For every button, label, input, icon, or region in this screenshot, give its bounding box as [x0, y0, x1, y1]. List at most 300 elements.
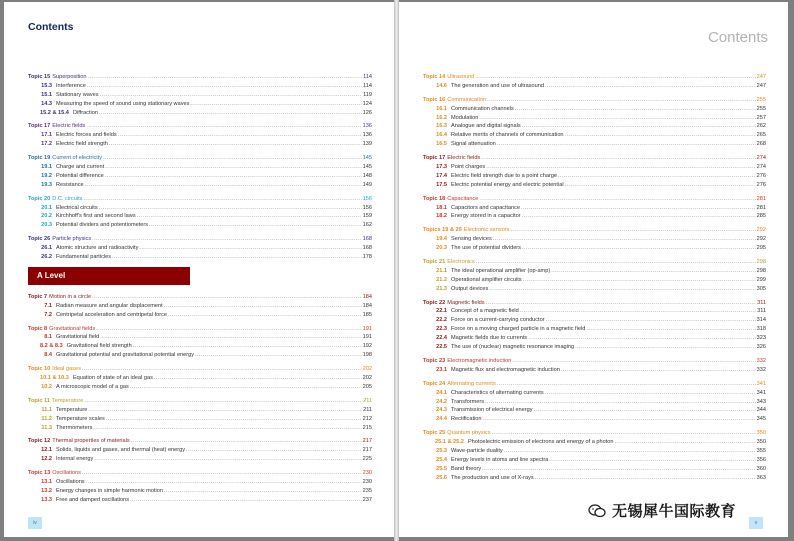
- toc-entry-row[interactable]: [28, 163, 372, 172]
- entry-title: Relative merits of channels of communication: [451, 132, 564, 139]
- toc-entry-row[interactable]: [423, 334, 766, 343]
- toc-entry-row[interactable]: [423, 122, 766, 131]
- entry-page: 332: [756, 366, 766, 373]
- toc-topic-row[interactable]: [423, 429, 766, 438]
- toc-section-a-level: [28, 293, 372, 505]
- entry-page: 355: [756, 447, 766, 454]
- entry-page: 311: [757, 308, 766, 315]
- entry-number: 11.1: [41, 406, 52, 413]
- toc-topic-group: [28, 235, 372, 262]
- toc-entry-row[interactable]: [28, 351, 372, 360]
- entry-page: 268: [756, 141, 766, 148]
- entry-number: 25.6: [436, 474, 447, 481]
- toc-topic-row[interactable]: [28, 73, 372, 82]
- topic-number: Topic 26: [28, 236, 51, 243]
- entry-number: 17.5: [436, 181, 447, 188]
- entry-title: Electric field strength: [56, 141, 108, 148]
- toc-topic-row[interactable]: [28, 365, 372, 374]
- entry-number: 11.3: [41, 424, 52, 431]
- topic-page: 191: [362, 325, 372, 332]
- entry-title: Electrical circuits: [56, 204, 98, 211]
- entry-title: Measuring the speed of sound using stationary waves: [56, 100, 190, 107]
- entry-number: 22.5: [436, 344, 447, 351]
- leader-dots: [482, 415, 755, 424]
- entry-number: 14.6: [436, 82, 447, 89]
- entry-number: 25.1 & 25.2: [435, 439, 464, 446]
- entry-number: 22.3: [436, 326, 447, 333]
- entry-number: 16.2: [436, 114, 447, 121]
- toc-entry-row[interactable]: [423, 325, 766, 334]
- leader-dots: [84, 397, 362, 406]
- leader-dots: [558, 172, 756, 181]
- topic-page: 281: [756, 195, 766, 202]
- entry-title: Gravitational field: [56, 334, 100, 341]
- leader-dots: [479, 195, 755, 204]
- entry-page: 148: [362, 172, 372, 179]
- entry-number: 24.3: [436, 407, 447, 414]
- entry-title: Magnetic fields due to currents: [451, 335, 528, 342]
- entry-title: Magnetic flux and electromagnetic induction: [451, 366, 560, 373]
- toc-entry-row[interactable]: [423, 366, 766, 375]
- entry-page: 230: [362, 478, 372, 485]
- toc-entry-row[interactable]: [423, 474, 766, 483]
- toc-topic-row[interactable]: [28, 397, 372, 406]
- topic-number: Topic 22: [423, 299, 446, 306]
- leader-dots: [546, 316, 756, 325]
- entry-title: Stationary waves: [56, 91, 99, 98]
- toc-topic-row[interactable]: [423, 258, 766, 267]
- toc-topic-group: [423, 380, 766, 424]
- toc-entry-row[interactable]: [423, 82, 766, 91]
- leader-dots: [476, 258, 756, 267]
- toc-entry-row[interactable]: [28, 82, 372, 91]
- leader-dots: [510, 226, 755, 235]
- toc-entry-row[interactable]: [423, 105, 766, 114]
- leader-dots: [520, 307, 756, 316]
- toc-topic-row[interactable]: [423, 96, 766, 105]
- entry-title: Concept of a magnetic field: [451, 308, 519, 315]
- toc-entry-row[interactable]: [423, 316, 766, 325]
- entry-number: 14.3: [41, 100, 52, 107]
- right-page: [399, 2, 788, 537]
- leader-dots: [92, 293, 362, 302]
- toc-entry-row[interactable]: [28, 253, 372, 262]
- entry-number: 19.2: [41, 172, 52, 179]
- toc-entry-row[interactable]: [28, 221, 372, 230]
- leader-dots: [481, 154, 755, 163]
- toc-topic-row[interactable]: [423, 195, 766, 204]
- leader-dots: [565, 131, 756, 140]
- leader-dots: [534, 406, 756, 415]
- toc-topic-group: [28, 437, 372, 464]
- toc-entry-row[interactable]: [28, 342, 372, 351]
- entry-number: 26.2: [41, 254, 52, 261]
- toc-entry-row[interactable]: [423, 438, 766, 447]
- leader-dots: [528, 334, 755, 343]
- entry-number: 20.2: [41, 213, 52, 220]
- topic-number: Topic 16: [423, 96, 446, 103]
- leader-dots: [99, 204, 362, 213]
- toc-topic-row[interactable]: [28, 235, 372, 244]
- toc-entry-row[interactable]: [28, 311, 372, 320]
- toc-topic-row[interactable]: [423, 226, 766, 235]
- entry-number: 26.1: [41, 245, 52, 252]
- entry-number: 23.1: [436, 366, 447, 373]
- leader-dots: [86, 122, 361, 131]
- entry-number: 19.3: [41, 181, 52, 188]
- entry-title: Centripetal acceleration and centripetal force: [56, 311, 168, 318]
- leader-dots: [551, 267, 755, 276]
- leader-dots: [545, 82, 756, 91]
- entry-number: 8.4: [44, 352, 52, 359]
- entry-number: 10.1 & 10.3: [40, 375, 69, 382]
- entry-title: Thermometers: [56, 424, 93, 431]
- entry-number: 8.2 & 8.3: [40, 343, 63, 350]
- toc-topic-row[interactable]: [423, 380, 766, 389]
- entry-page: 255: [756, 105, 766, 112]
- leader-dots: [106, 415, 362, 424]
- entry-page: 360: [756, 465, 766, 472]
- toc-entry-row[interactable]: [423, 140, 766, 149]
- watermark: [588, 500, 736, 521]
- entry-number: 25.5: [436, 465, 447, 472]
- toc-entry-row[interactable]: [28, 131, 372, 140]
- topic-title: Capacitance: [447, 195, 479, 202]
- toc-entry-row[interactable]: [28, 478, 372, 487]
- toc-entry-row[interactable]: [28, 91, 372, 100]
- leader-dots: [535, 474, 756, 483]
- toc-entry-row[interactable]: [28, 496, 372, 505]
- topic-page: 184: [362, 293, 372, 300]
- entry-page: 212: [362, 415, 372, 422]
- entry-number: 8.1: [44, 334, 52, 341]
- entry-title: Electric forces and fields: [56, 132, 117, 139]
- toc-topic-row[interactable]: [28, 293, 372, 302]
- toc-topic-row[interactable]: [423, 154, 766, 163]
- toc-entry-row[interactable]: [423, 406, 766, 415]
- entry-number: 20.3: [41, 222, 52, 229]
- toc-entry-row[interactable]: [28, 212, 372, 221]
- leader-dots: [105, 172, 362, 181]
- entry-number: 18.2: [436, 213, 447, 220]
- topic-number: Topic 12: [28, 438, 51, 445]
- topic-number: Topic 11: [28, 397, 50, 404]
- toc-entry-row[interactable]: [28, 140, 372, 149]
- toc-entry-row[interactable]: [28, 446, 372, 455]
- leader-dots: [96, 325, 361, 334]
- leader-dots: [545, 389, 756, 398]
- entry-page: 363: [756, 474, 766, 481]
- entry-page: 217: [362, 447, 372, 454]
- leader-dots: [92, 235, 362, 244]
- toc-entry-row[interactable]: [28, 172, 372, 181]
- entry-number: 13.3: [41, 496, 52, 503]
- toc-entry-row[interactable]: [28, 333, 372, 342]
- entry-title: Signal attenuation: [451, 141, 496, 148]
- leader-dots: [99, 109, 362, 118]
- entry-title: The use of potential dividers: [451, 245, 521, 252]
- toc-entry-row[interactable]: [423, 131, 766, 140]
- topic-page: 274: [756, 155, 766, 162]
- topic-number: Topic 10: [28, 366, 51, 373]
- toc-topic-row[interactable]: [28, 469, 372, 478]
- toc-entry-row[interactable]: [423, 343, 766, 352]
- entry-title: Charge and current: [56, 164, 105, 171]
- leader-dots: [88, 73, 363, 82]
- topic-number: Topic 17: [423, 155, 446, 162]
- toc-entry-row[interactable]: [423, 267, 766, 276]
- toc-topic-group: [28, 73, 372, 117]
- entry-number: 24.2: [436, 398, 447, 405]
- leader-dots: [565, 181, 756, 190]
- topic-page: 332: [756, 357, 766, 364]
- a-level-banner: A Level: [28, 267, 190, 285]
- entry-title: Electric field strength due to a point charge: [451, 172, 558, 179]
- entry-number: 21.2: [436, 276, 447, 283]
- toc-entry-row[interactable]: [28, 487, 372, 496]
- entry-page: 192: [362, 343, 372, 350]
- topic-number: Topic 19: [28, 155, 51, 162]
- entry-page: 276: [756, 172, 766, 179]
- toc-entry-row[interactable]: [28, 415, 372, 424]
- toc-topic-row[interactable]: [423, 73, 766, 82]
- entry-title: Resistance: [56, 181, 84, 188]
- toc-entry-row[interactable]: [28, 455, 372, 464]
- entry-number: 13.1: [41, 478, 52, 485]
- entry-title: Oscillations: [56, 478, 85, 485]
- entry-title: The ideal operational amplifier (op-amp): [451, 267, 551, 274]
- toc-topic-group: [28, 469, 372, 505]
- topic-number: Topic 24: [423, 380, 446, 387]
- leader-dots: [133, 342, 362, 351]
- entry-title: The use of (nuclear) magnetic resonance imaging: [451, 344, 575, 351]
- leader-dots: [164, 302, 362, 311]
- toc-entry-row[interactable]: [423, 389, 766, 398]
- entry-number: 24.1: [436, 389, 447, 396]
- leader-dots: [137, 212, 362, 221]
- toc-topic-row[interactable]: [28, 195, 372, 204]
- toc-entry-row[interactable]: [28, 181, 372, 190]
- topic-page: 156: [362, 195, 372, 202]
- entry-page: 136: [362, 132, 372, 139]
- page-heading: Contents: [28, 21, 74, 33]
- topic-title: Oscillations: [52, 470, 81, 477]
- topic-number: Topic 14: [423, 74, 446, 80]
- entry-page: 326: [756, 344, 766, 351]
- leader-dots: [479, 114, 755, 123]
- toc-topic-row[interactable]: [423, 357, 766, 366]
- toc-entry-row[interactable]: [423, 307, 766, 316]
- toc-topic-row[interactable]: [28, 325, 372, 334]
- topic-title: Electric fields: [447, 155, 481, 162]
- topic-title: Quantum physics: [447, 430, 491, 437]
- toc-entry-row[interactable]: [423, 212, 766, 221]
- entry-number: 15.2 & 15.4: [40, 109, 69, 116]
- page-number: iv: [28, 517, 42, 529]
- toc-entry-row[interactable]: [28, 374, 372, 383]
- toc-entry-row[interactable]: [423, 447, 766, 456]
- entry-title: Characteristics of alternating currents: [451, 389, 544, 396]
- left-page: [4, 2, 394, 537]
- leader-dots: [497, 380, 756, 389]
- entry-title: A microscopic model of a gas: [56, 383, 129, 390]
- entry-title: Energy stored in a capacitor: [451, 213, 521, 220]
- entry-title: Free and damped oscillations: [56, 496, 130, 503]
- toc-entry-row[interactable]: [28, 406, 372, 415]
- toc-entry-row[interactable]: [28, 100, 372, 109]
- leader-dots: [168, 311, 362, 320]
- topic-title: Superposition: [52, 74, 87, 80]
- leader-dots: [83, 195, 361, 204]
- entry-title: Point charges: [451, 164, 486, 171]
- toc-entry-row[interactable]: [423, 114, 766, 123]
- entry-number: 15.1: [41, 91, 52, 98]
- toc-entry-row[interactable]: [423, 204, 766, 213]
- toc-topic-group: [28, 195, 372, 231]
- entry-number: 7.1: [44, 302, 52, 309]
- entry-page: 344: [756, 407, 766, 414]
- entry-page: 281: [756, 204, 766, 211]
- toc-topic-row[interactable]: [28, 122, 372, 131]
- entry-number: 12.1: [41, 447, 52, 454]
- topic-number: Topic 17: [28, 123, 51, 130]
- toc-topic-group: [423, 258, 766, 294]
- entry-title: Potential dividers and potentiometers: [56, 222, 149, 229]
- toc-entry-row[interactable]: [423, 163, 766, 172]
- leader-dots: [109, 140, 362, 149]
- leader-dots: [139, 244, 361, 253]
- leader-dots: [86, 478, 362, 487]
- entry-page: 276: [756, 181, 766, 188]
- toc-topic-group: [423, 226, 766, 253]
- toc-topic-row[interactable]: [423, 299, 766, 308]
- toc-topic-row[interactable]: [28, 437, 372, 446]
- entry-page: 184: [362, 302, 372, 309]
- topic-title: Motion in a circle: [49, 293, 92, 300]
- toc-entry-row[interactable]: [423, 465, 766, 474]
- entry-page: 156: [362, 204, 372, 211]
- entry-title: Temperature scales: [56, 415, 105, 422]
- toc-entry-row[interactable]: [423, 276, 766, 285]
- toc-entry-row[interactable]: [28, 204, 372, 213]
- leader-dots: [493, 235, 756, 244]
- toc-entry-row[interactable]: [28, 383, 372, 392]
- entry-page: 126: [362, 109, 372, 116]
- topic-number: Topic 20: [28, 195, 51, 202]
- toc-topic-group: [423, 195, 766, 222]
- entry-title: Force on a moving charged particle in a magnetic field: [451, 326, 586, 333]
- leader-dots: [521, 204, 756, 213]
- toc-entry-row[interactable]: [423, 235, 766, 244]
- toc-entry-row[interactable]: [28, 424, 372, 433]
- toc-topic-group: [423, 96, 766, 149]
- entry-title: Analogue and digital signals: [451, 123, 521, 130]
- toc-entry-row[interactable]: [28, 109, 372, 118]
- topic-page: 311: [757, 299, 766, 306]
- entry-title: Gravitational field strength: [66, 343, 132, 350]
- toc-entry-row[interactable]: [423, 456, 766, 465]
- toc-topic-group: [28, 154, 372, 190]
- topic-title: Ultrasound: [447, 74, 475, 80]
- entry-page: 205: [362, 383, 372, 390]
- entry-number: 16.5: [436, 141, 447, 148]
- entry-number: 24.4: [436, 416, 447, 423]
- leader-dots: [195, 351, 362, 360]
- topic-title: Electronics: [447, 259, 475, 266]
- entry-page: 262: [756, 123, 766, 130]
- toc-entry-row[interactable]: [423, 244, 766, 253]
- entry-title: Modulation: [451, 114, 479, 121]
- entry-page: 247: [756, 82, 766, 89]
- leader-dots: [103, 154, 362, 163]
- entry-number: 19.1: [41, 164, 52, 171]
- topic-number: Topic 8: [28, 325, 48, 332]
- entry-number: 16.4: [436, 132, 447, 139]
- toc-topic-group: [423, 429, 766, 482]
- leader-dots: [105, 163, 361, 172]
- entry-page: 178: [362, 254, 372, 261]
- entry-page: 295: [756, 245, 766, 252]
- entry-title: Interference: [56, 82, 86, 89]
- entry-page: 285: [756, 213, 766, 220]
- leader-dots: [154, 374, 362, 383]
- toc-entry-row[interactable]: [423, 415, 766, 424]
- toc-section-as-level: [28, 73, 372, 262]
- entry-title: Atomic structure and radioactivity: [56, 245, 139, 252]
- page-heading: Contents: [707, 29, 768, 46]
- toc-entry-row[interactable]: [28, 244, 372, 253]
- entry-number: 17.2: [41, 141, 52, 148]
- leader-dots: [515, 105, 756, 114]
- entry-page: 299: [756, 276, 766, 283]
- entry-page: 237: [362, 496, 372, 503]
- leader-dots: [522, 212, 756, 221]
- toc-entry-row[interactable]: [423, 398, 766, 407]
- leader-dots: [87, 82, 362, 91]
- leader-dots: [497, 140, 756, 149]
- entry-number: 16.1: [436, 105, 447, 112]
- topic-title: Magnetic fields: [447, 299, 485, 306]
- entry-title: Energy levels in atoms and line spectra: [451, 456, 549, 463]
- topic-number: Topic 13: [28, 470, 51, 477]
- toc-entry-row[interactable]: [423, 172, 766, 181]
- leader-dots: [100, 91, 362, 100]
- leader-dots: [112, 253, 362, 262]
- entry-number: 20.1: [41, 204, 52, 211]
- topic-title: Particle physics: [52, 236, 92, 243]
- topic-title: Current of electricity: [52, 155, 103, 162]
- toc-entry-row[interactable]: [423, 181, 766, 190]
- entry-number: 11.2: [41, 415, 52, 422]
- toc-entry-row[interactable]: [28, 302, 372, 311]
- topic-page: 341: [756, 380, 766, 387]
- topic-page: 298: [756, 259, 766, 266]
- leader-dots: [482, 465, 755, 474]
- leader-dots: [130, 496, 362, 505]
- page-number: v: [749, 517, 763, 529]
- entry-page: 323: [756, 335, 766, 342]
- toc-topic-group: [28, 122, 372, 149]
- entry-page: 350: [756, 439, 766, 446]
- toc-entry-row[interactable]: [423, 285, 766, 294]
- entry-title: Sensing devices: [451, 236, 492, 243]
- leader-dots: [164, 487, 362, 496]
- entry-title: Output devices: [451, 285, 489, 292]
- entry-page: 119: [363, 91, 372, 98]
- leader-dots: [485, 398, 756, 407]
- toc-topic-row[interactable]: [28, 154, 372, 163]
- entry-page: 265: [756, 132, 766, 139]
